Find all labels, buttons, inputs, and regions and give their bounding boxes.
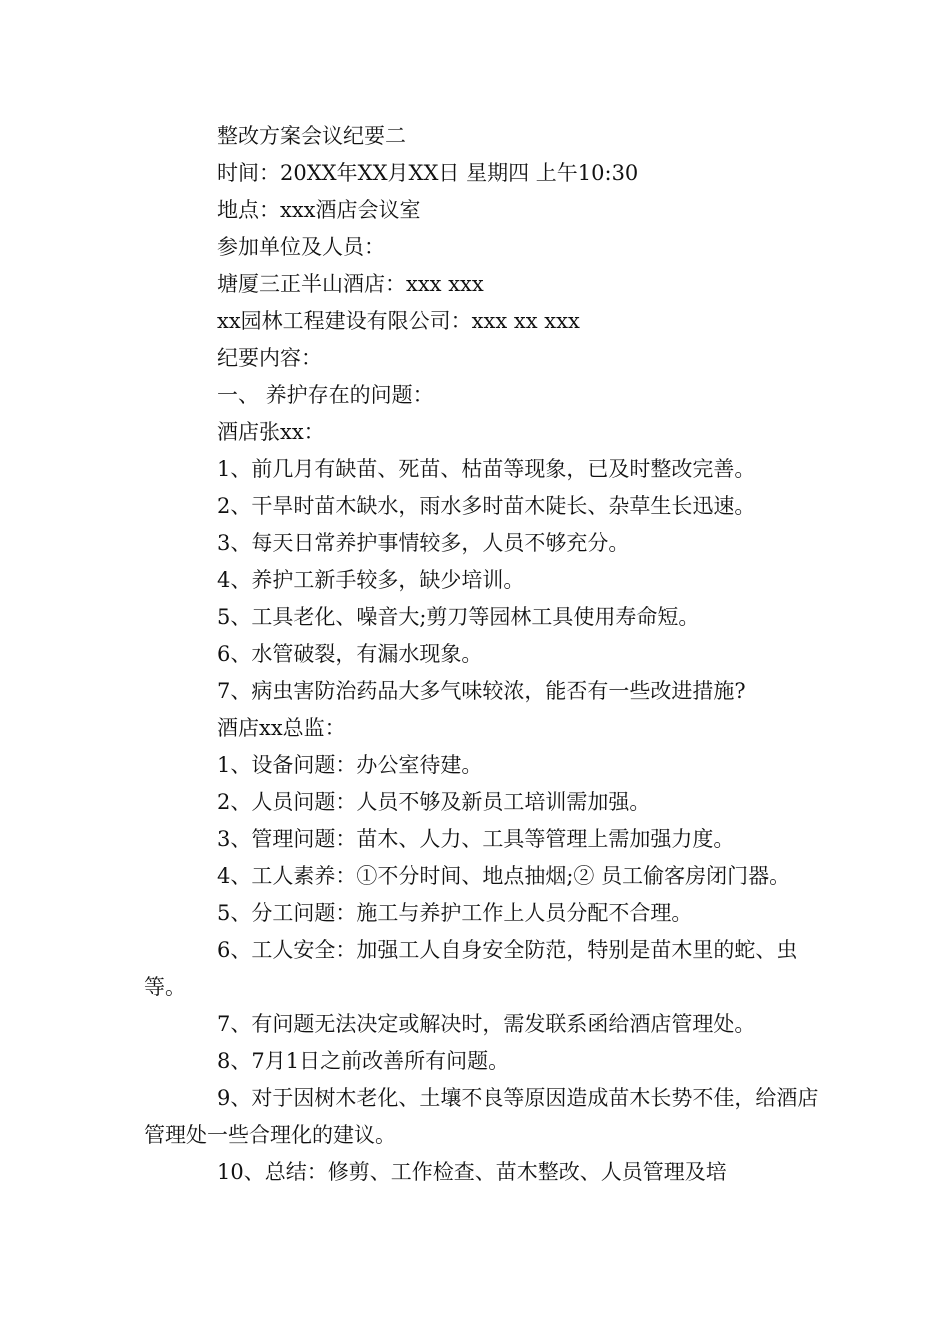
attendee-line: 塘厦三正半山酒店：xxx xxx bbox=[217, 272, 484, 296]
list-item: 3、每天日常养护事情较多，人员不够充分。 bbox=[217, 531, 630, 555]
list-item: 3、管理问题：苗木、人力、工具等管理上需加强力度。 bbox=[217, 827, 735, 851]
list-item: 1、前几月有缺苗、死苗、枯苗等现象，已及时整改完善。 bbox=[217, 457, 756, 481]
list-item: 4、工人素养：①不分时间、地点抽烟;② 员工偷客房闭门器。 bbox=[217, 864, 791, 888]
list-item: 8、7月1日之前改善所有问题。 bbox=[217, 1049, 510, 1073]
attendees-heading: 参加单位及人员： bbox=[217, 235, 385, 259]
list-item: 6、水管破裂，有漏水现象。 bbox=[217, 642, 483, 666]
list-item: 5、分工问题：施工与养护工作上人员分配不合理。 bbox=[217, 901, 693, 925]
list-item: 6、工人安全：加强工人自身安全防范，特别是苗木里的蛇、虫等。 bbox=[144, 938, 798, 999]
section-heading: 一、 养护存在的问题： bbox=[217, 383, 434, 407]
list-item: 7、有问题无法决定或解决时，需发联系函给酒店管理处。 bbox=[217, 1012, 756, 1036]
meeting-time: 时间：20XX年XX月XX日 星期四 上午10:30 bbox=[217, 161, 639, 185]
document-title: 整改方案会议纪要二 bbox=[217, 124, 406, 148]
list-item: 5、工具老化、噪音大;剪刀等园林工具使用寿命短。 bbox=[217, 605, 700, 629]
attendee-line: xx园林工程建设有限公司：xxx xx xxx bbox=[217, 309, 580, 333]
list-item: 9、对于因树木老化、土壤不良等原因造成苗木长势不佳，给酒店管理处一些合理化的建议。 bbox=[144, 1086, 819, 1147]
document-body bbox=[144, 118, 824, 1191]
speaker-heading: 酒店张xx： bbox=[217, 420, 325, 444]
list-item: 2、干旱时苗木缺水，雨水多时苗木陡长、杂草生长迅速。 bbox=[217, 494, 756, 518]
list-item: 4、养护工新手较多，缺少培训。 bbox=[217, 568, 525, 592]
meeting-location: 地点：xxx酒店会议室 bbox=[217, 198, 421, 222]
content-heading: 纪要内容： bbox=[217, 346, 322, 370]
list-item: 10、总结：修剪、工作检查、苗木整改、人员管理及培 bbox=[217, 1160, 727, 1184]
speaker-heading: 酒店xx总监： bbox=[217, 716, 346, 740]
list-item: 1、设备问题：办公室待建。 bbox=[217, 753, 483, 777]
list-item: 7、病虫害防治药品大多气味较浓，能否有一些改进措施? bbox=[217, 679, 746, 703]
list-item: 2、人员问题：人员不够及新员工培训需加强。 bbox=[217, 790, 651, 814]
